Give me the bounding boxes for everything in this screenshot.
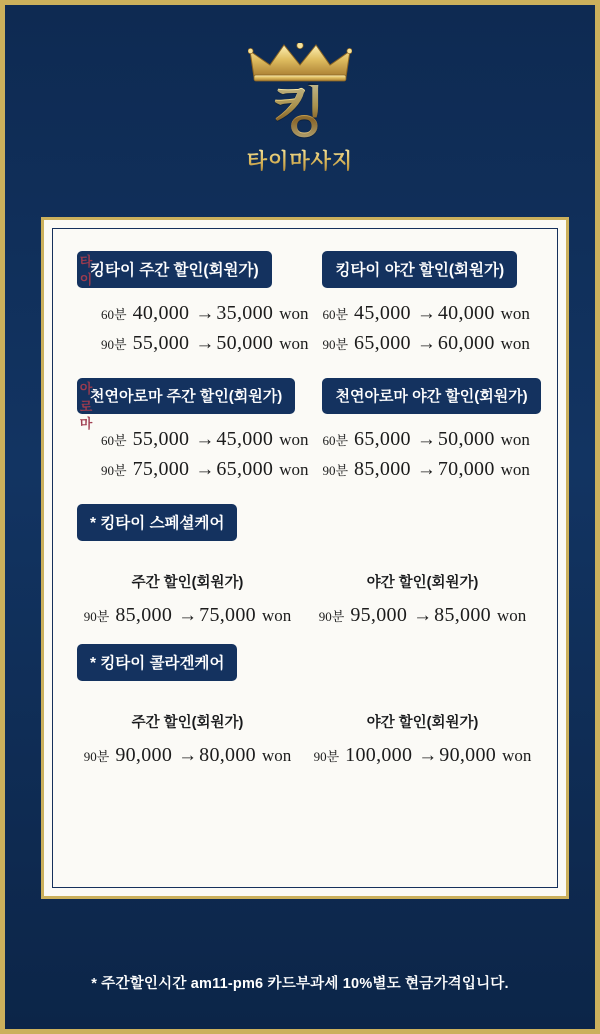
price-after: 50,000 (437, 428, 495, 450)
price-card-inner (52, 228, 558, 888)
arrow-icon: → (195, 333, 215, 354)
duration: 90분 (101, 337, 127, 352)
side-label-aroma: 아 로 마 (79, 381, 93, 432)
crown-icon (248, 43, 352, 83)
price-after: 90,000 (439, 744, 497, 766)
arrow-icon: → (416, 333, 436, 354)
price-before: 55,000 (132, 428, 190, 450)
price-before: 85,000 (354, 458, 411, 480)
kingthai-night-prices (322, 302, 533, 355)
section-kingthai-night (322, 251, 533, 362)
section-kingthai (77, 251, 533, 362)
price-before: 40,000 (132, 302, 190, 324)
price-after: 40,000 (437, 302, 495, 324)
section-title-kingthai-day: 킹타이 주간 할인(회원가) (77, 251, 272, 288)
price-after: 70,000 (437, 458, 495, 480)
duration: 60분 (322, 433, 349, 448)
section-special-care (77, 504, 533, 634)
currency-unit: won (500, 430, 530, 449)
price-row (312, 744, 533, 767)
duration: 90분 (318, 609, 345, 624)
duration: 90분 (322, 463, 349, 478)
section-aroma (77, 378, 533, 488)
price-card (41, 217, 569, 899)
footer-note: * 주간할인시간 am11-pm6 카드부과세 10%별도 현금가격입니다. (91, 976, 509, 992)
currency-unit: won (279, 430, 309, 449)
price-after: 35,000 (216, 302, 274, 324)
duration: 90분 (83, 609, 110, 624)
price-before: 65,000 (354, 428, 411, 450)
price-after: 45,000 (216, 428, 274, 450)
currency-unit: won (279, 304, 309, 323)
arrow-icon: → (416, 303, 436, 324)
arrow-icon: → (195, 459, 215, 480)
section-aroma-night (322, 378, 540, 488)
duration: 90분 (83, 749, 110, 764)
price-before: 95,000 (350, 604, 408, 626)
arrow-icon: → (195, 303, 215, 324)
currency-unit: won (502, 746, 532, 765)
arrow-icon: → (195, 429, 215, 450)
logo-sub-text: 타이마사지 (5, 145, 595, 175)
section-title-special-care: * 킹타이 스페셜케어 (77, 504, 237, 541)
price-row (322, 332, 533, 355)
special-care-day (77, 555, 298, 634)
arrow-icon: → (178, 605, 198, 626)
duration: 90분 (313, 749, 340, 764)
price-row (322, 428, 540, 451)
price-row (77, 332, 308, 355)
currency-unit: won (279, 334, 309, 353)
sub-heading-day: 주간 할인(회원가) (131, 575, 244, 591)
price-row (77, 458, 308, 481)
side-label-thai: 타 이 (79, 254, 93, 287)
duration: 60분 (101, 433, 127, 448)
duration: 60분 (322, 307, 349, 322)
section-title-collagen-care: * 킹타이 콜라겐케어 (77, 644, 237, 681)
price-after: 65,000 (216, 458, 274, 480)
aroma-night-prices (322, 428, 540, 481)
price-before: 75,000 (132, 458, 190, 480)
duration: 90분 (101, 463, 127, 478)
sub-heading-night: 야간 할인(회원가) (366, 715, 479, 731)
price-after: 50,000 (216, 332, 274, 354)
price-row (322, 458, 540, 481)
section-collagen-care (77, 644, 533, 774)
logo-main-text: 킹 (5, 85, 595, 141)
price-row (77, 744, 298, 767)
currency-unit: won (261, 606, 292, 625)
price-before: 45,000 (354, 302, 411, 324)
collagen-care-night (312, 695, 533, 774)
collagen-care-day (77, 695, 298, 774)
currency-unit: won (500, 334, 530, 353)
price-after: 80,000 (199, 744, 256, 766)
duration: 90분 (322, 337, 349, 352)
currency-unit: won (500, 304, 530, 323)
section-title-aroma-night: 천연아로마 야간 할인(회원가) (322, 378, 540, 414)
price-after: 85,000 (434, 604, 491, 626)
price-before: 55,000 (132, 332, 190, 354)
arrow-icon: → (413, 605, 433, 626)
arrow-icon: → (178, 745, 198, 766)
arrow-icon: → (416, 429, 436, 450)
section-kingthai-day (77, 251, 308, 362)
price-row (77, 604, 298, 627)
currency-unit: won (261, 746, 292, 765)
section-title-kingthai-night: 킹타이 야간 할인(회원가) (322, 251, 517, 288)
price-before: 90,000 (115, 744, 173, 766)
section-aroma-day (77, 378, 308, 488)
price-before: 100,000 (345, 744, 413, 766)
price-row (322, 302, 533, 325)
currency-unit: won (496, 606, 527, 625)
sub-heading-day: 주간 할인(회원가) (131, 715, 244, 731)
price-after: 60,000 (437, 332, 495, 354)
arrow-icon: → (418, 745, 438, 766)
special-care-night (312, 555, 533, 634)
price-before: 65,000 (354, 332, 411, 354)
price-row (77, 428, 308, 451)
currency-unit: won (279, 460, 309, 479)
arrow-icon: → (416, 459, 436, 480)
price-row (77, 302, 308, 325)
logo-area (5, 43, 595, 175)
duration: 60분 (101, 307, 127, 322)
price-before: 85,000 (115, 604, 173, 626)
price-row (312, 604, 533, 627)
price-after: 75,000 (199, 604, 256, 626)
sub-heading-night: 야간 할인(회원가) (366, 575, 479, 591)
section-title-aroma-day: 천연아로마 주간 할인(회원가) (77, 378, 295, 414)
currency-unit: won (500, 460, 530, 479)
